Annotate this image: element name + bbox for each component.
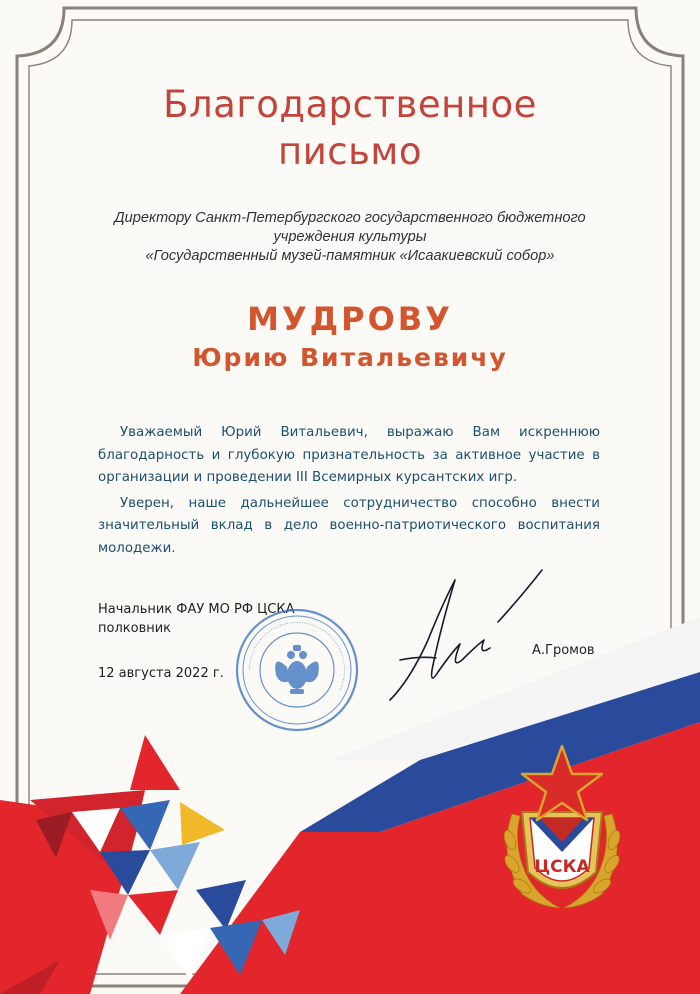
body-paragraph: Уважаемый Юрий Витальевич, выражаю Вам искреннюю благодарность и глубокую признательность за активное участие в организации и проведении III Всемирных курсантских игр. [98,425,600,485]
letter-body [98,422,600,563]
recipient-surname: МУДРОВУ [247,300,453,338]
addressee-line: учреждения культуры [273,229,427,245]
emblem-text: ЦСКА [534,857,590,877]
addressee-block [100,209,600,266]
handwritten-signature-icon [380,560,550,710]
signer-rank: полковник [98,621,172,636]
official-stamp-icon [232,605,362,735]
body-paragraph: Уверен, наше дальнейшее сотрудничество способно внести значительный вклад в дело военно-патриотического воспитания молодежи. [98,495,600,556]
addressee-line: Директору Санкт-Петербургского государственного бюджетного [114,210,586,226]
document-title: Благодарственное [163,83,537,126]
cska-emblem-icon [492,744,632,914]
signer-name: А.Громов [532,643,595,658]
signer-position: Начальник ФАУ МО РФ ЦСКА [98,602,295,617]
svg-text:······························: ····································································· [244,617,350,692]
letter-date: 12 августа 2022 г. [98,666,224,681]
recipient-given-name: Юрию Витальевичу [192,343,508,372]
addressee-line: «Государственный музей-памятник «Исаакиевский собор» [145,248,555,264]
document-title-line2: письмо [278,130,422,173]
